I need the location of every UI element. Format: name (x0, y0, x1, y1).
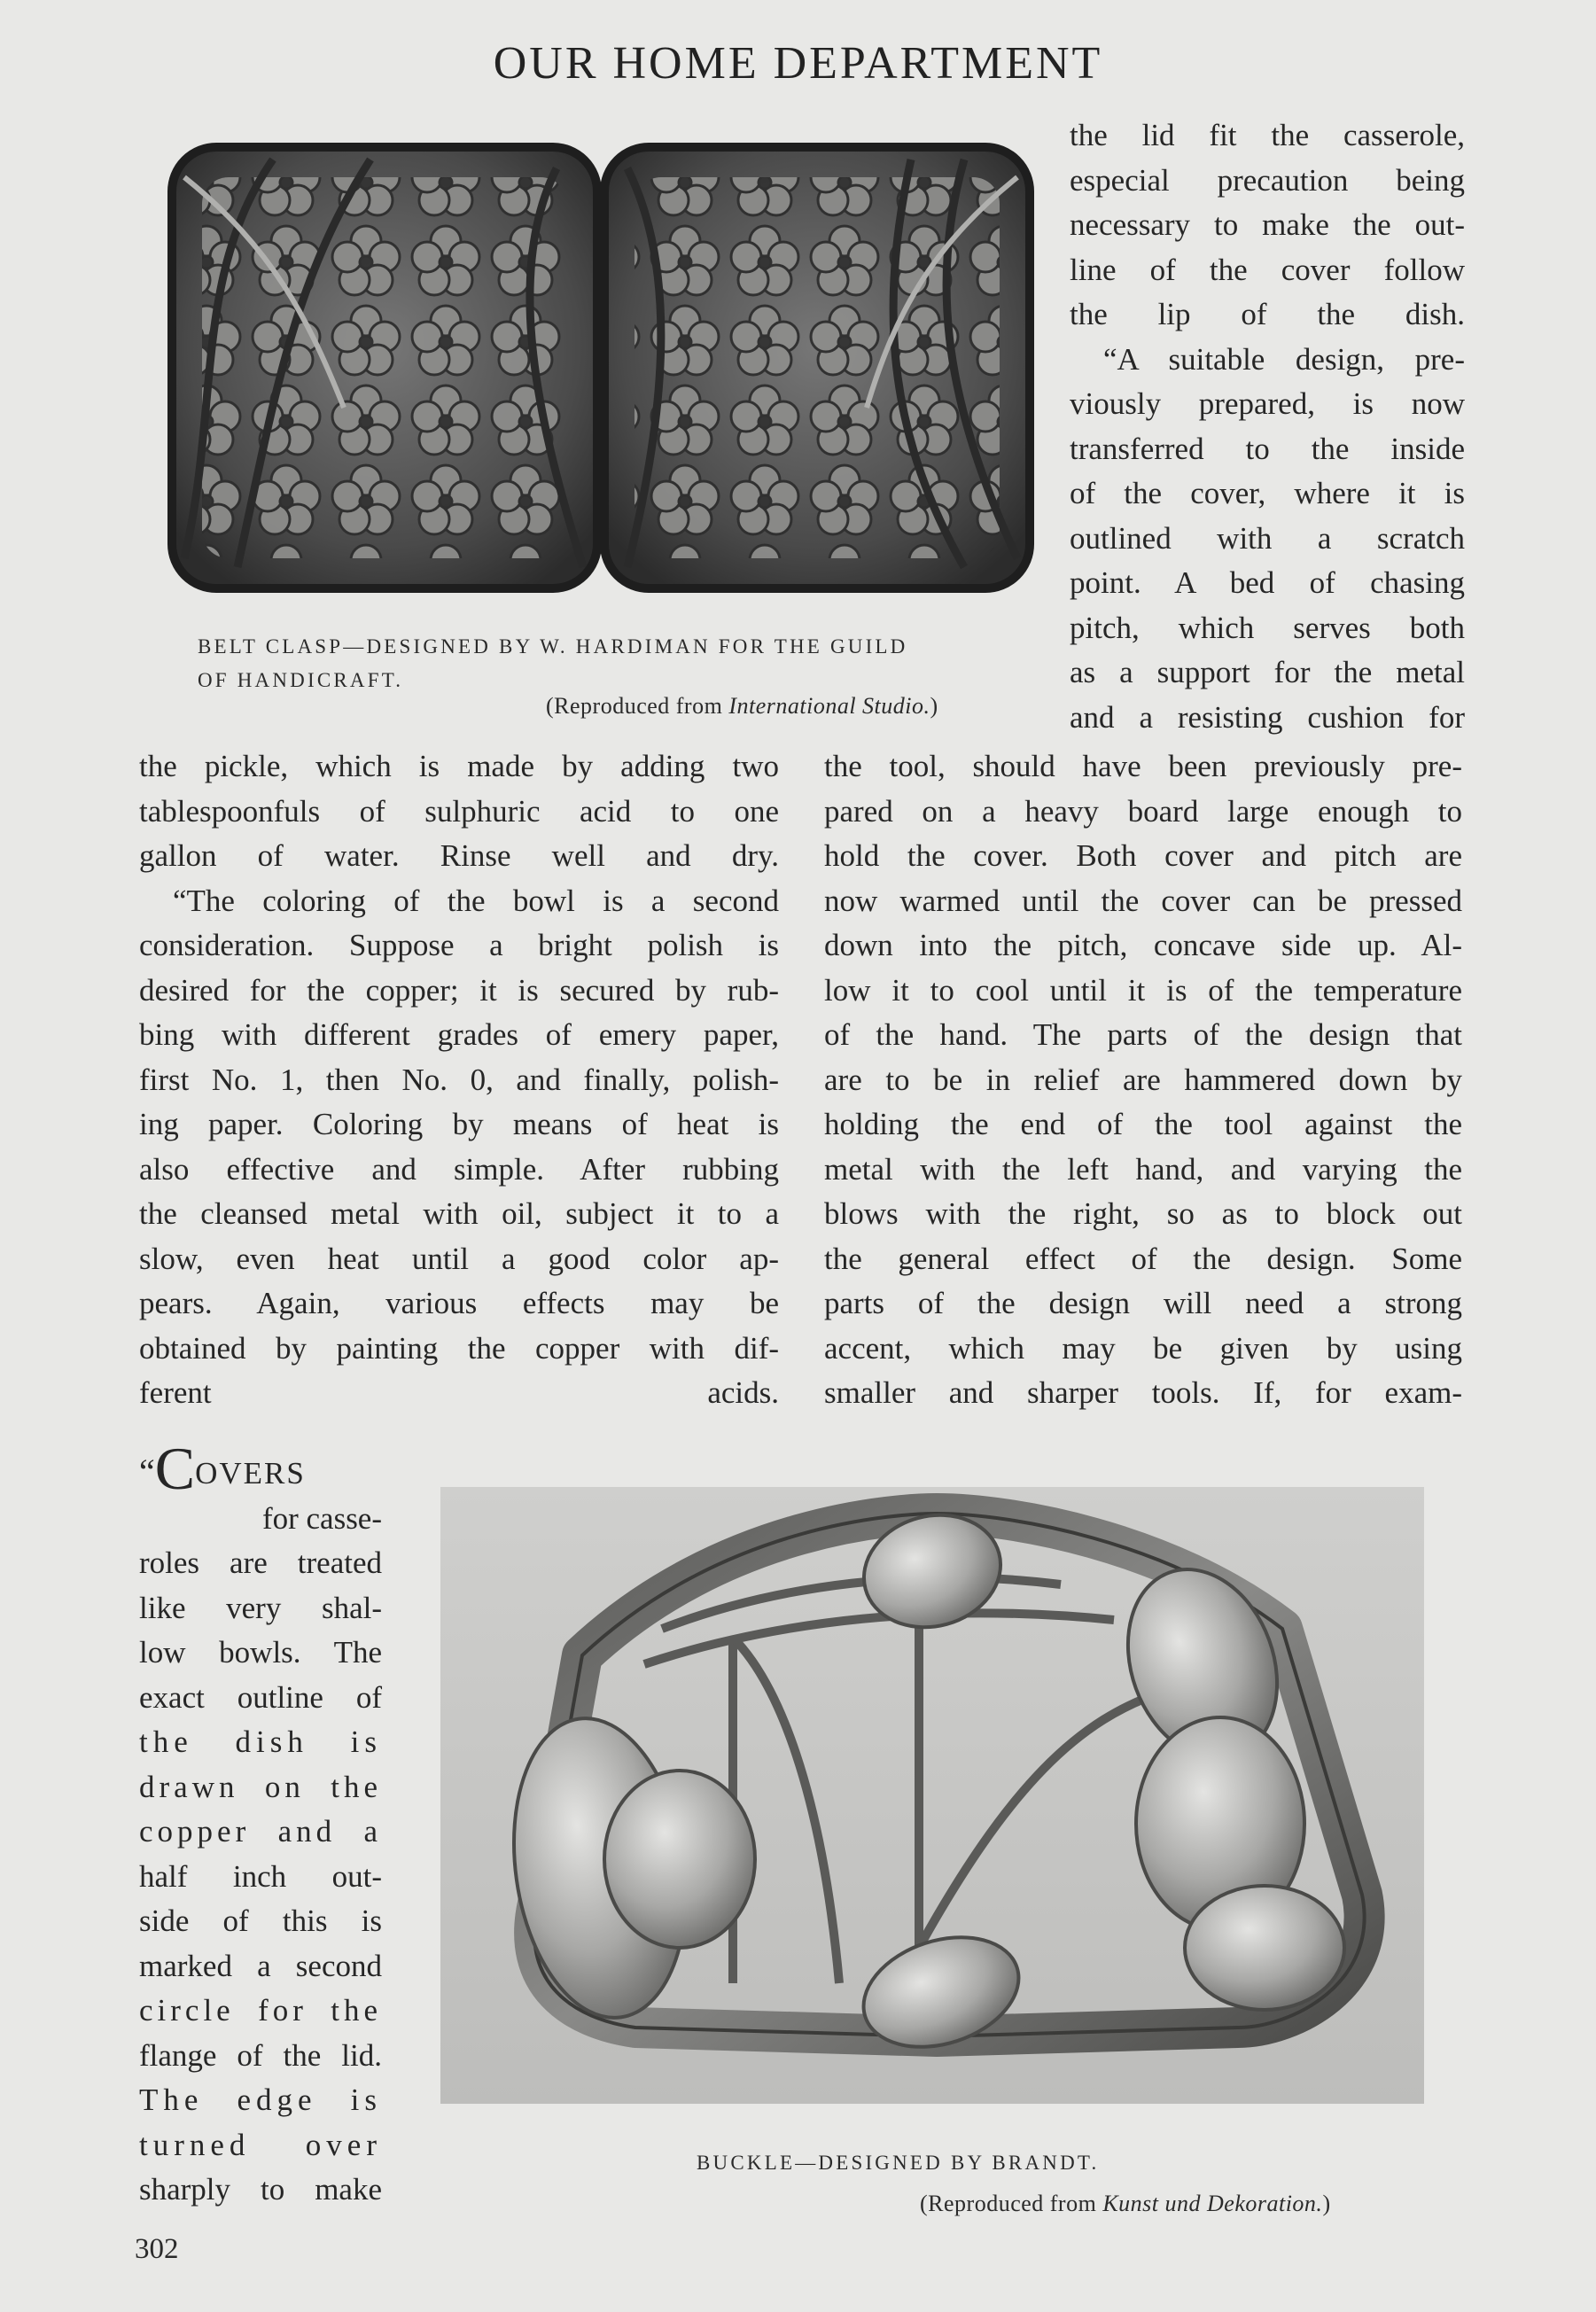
text-line: the lid fit the casserole, (1070, 118, 1465, 152)
text-line: are to be in relief are hammered down by (824, 1062, 1462, 1097)
text-line: “The coloring of the bowl is a second (173, 883, 779, 918)
covers-opening-line (139, 1435, 382, 1502)
text-line: circle for the (139, 1993, 382, 2028)
text-line: line of the cover follow (1070, 252, 1465, 287)
buckle-illustration (440, 1487, 1424, 2104)
belt-clasp-caption (198, 630, 908, 697)
source-title: Kunst und Dekoration. (1102, 2191, 1323, 2216)
text-line: the tool, should have been previously pre- (824, 749, 1462, 783)
source-suffix: ) (930, 693, 938, 719)
text-line: and a resisting cushion for (1070, 699, 1465, 735)
text-line: low bowls. The (139, 1635, 382, 1670)
text-line: marked a second (139, 1948, 382, 1983)
caption-line: OF HANDICRAFT. (198, 669, 404, 691)
text-line: point. A bed of chasing (1070, 565, 1465, 600)
text-line: pears. Again, various effects may be (139, 1286, 779, 1320)
text-line: side of this is (139, 1903, 382, 1938)
text-line: half inch out- (139, 1858, 382, 1894)
text-line: viously prepared, is now (1070, 386, 1465, 421)
text-line: as a support for the metal (1070, 655, 1465, 689)
text-line: down into the pitch, concave side up. Al- (824, 928, 1462, 962)
buckle-source (920, 2191, 1331, 2217)
text-line: low it to cool until it is of the temperature (824, 972, 1462, 1008)
text-line: turned over (139, 2127, 382, 2162)
text-line: smaller and sharper tools. If, for exam- (824, 1375, 1462, 1410)
source-suffix: ) (1322, 2191, 1331, 2216)
text-line: roles are treated (139, 1545, 382, 1580)
text-line: pitch, which serves both (1070, 610, 1465, 645)
belt-clasp-source (546, 693, 938, 720)
covers-column (139, 1435, 382, 2213)
text-line: hold the cover. Both cover and pitch are (824, 838, 1462, 873)
text-line: accent, which may be given by using (824, 1330, 1462, 1366)
source-title: International Studio. (728, 693, 930, 719)
text-line: of the hand. The parts of the design that (824, 1017, 1462, 1052)
text-line: consideration. Suppose a bright polish is (139, 928, 779, 962)
text-line: the dish is (139, 1724, 382, 1759)
text-line: slow, even heat until a good color ap- (139, 1241, 779, 1276)
caption-line: BELT CLASP—DESIGNED BY W. HARDIMAN FOR THE GUILD (198, 635, 908, 658)
text-line: metal with the left hand, and varying the (824, 1151, 1462, 1187)
text-line: “A suitable design, pre- (1103, 341, 1465, 377)
text-line: The edge is (139, 2082, 382, 2117)
right-column (824, 744, 1462, 1416)
covers-first-word: OVERS (195, 1456, 306, 1491)
text-line: ferent acids. (139, 1375, 779, 1410)
text-line: the lip of the dish. (1070, 297, 1465, 331)
source-prefix: (Reproduced from (920, 2191, 1103, 2216)
clasp-left-half (172, 147, 597, 588)
belt-clasp-illustration (167, 142, 1035, 594)
text-line: tablespoonfuls of sulphuric acid to one (139, 793, 779, 829)
text-line: exact outline of (139, 1679, 382, 1715)
text-line: of the cover, where it is (1070, 476, 1465, 510)
text-line: obtained by painting the copper with dif- (139, 1330, 779, 1366)
text-line: outlined with a scratch (1070, 520, 1465, 556)
buckle-caption: BUCKLE—DESIGNED BY BRANDT. (697, 2152, 1100, 2174)
text-line: gallon of water. Rinse well and dry. (139, 838, 779, 873)
right-top-column (1070, 113, 1465, 740)
text-line: desired for the copper; it is secured by rub- (139, 972, 779, 1008)
text-line: copper and a (139, 1814, 382, 1849)
belt-clasp-image (167, 142, 1035, 594)
text-line: holding the end of the tool against the (824, 1107, 1462, 1141)
text-line: like very shal- (139, 1590, 382, 1625)
buckle-image (440, 1487, 1424, 2104)
text-line: flange of the lid. (139, 2037, 382, 2073)
page-title: OUR HOME DEPARTMENT (493, 38, 1103, 89)
text-line: first No. 1, then No. 0, and finally, polish- (139, 1062, 779, 1097)
page-number: 302 (135, 2233, 179, 2265)
text-line: the pickle, which is made by adding two (139, 749, 779, 783)
source-prefix: (Reproduced from (546, 693, 729, 719)
text-line: drawn on the (139, 1769, 382, 1804)
text-line: now warmed until the cover can be pressed (824, 883, 1462, 918)
text-line: blows with the right, so as to block out (824, 1196, 1462, 1231)
text-line: parts of the design will need a strong (824, 1286, 1462, 1320)
clasp-right-half (604, 147, 1030, 588)
text-line: for casse- (261, 1500, 382, 1536)
text-line: the cleansed metal with oil, subject it to a (139, 1196, 779, 1231)
drop-cap: C (154, 1435, 196, 1502)
text-line: pared on a heavy board large enough to (824, 793, 1462, 829)
text-line: also effective and simple. After rubbing (139, 1151, 779, 1187)
open-quote: “ (139, 1452, 155, 1491)
left-column (139, 744, 779, 1416)
text-line: the general effect of the design. Some (824, 1241, 1462, 1276)
text-line: bing with different grades of emery paper, (139, 1017, 779, 1052)
text-line: especial precaution being (1070, 162, 1465, 198)
text-line: ing paper. Coloring by means of heat is (139, 1107, 779, 1141)
text-line: sharply to make (139, 2172, 382, 2207)
text-line: necessary to make the out- (1070, 207, 1465, 242)
text-line: transferred to the inside (1070, 431, 1465, 466)
